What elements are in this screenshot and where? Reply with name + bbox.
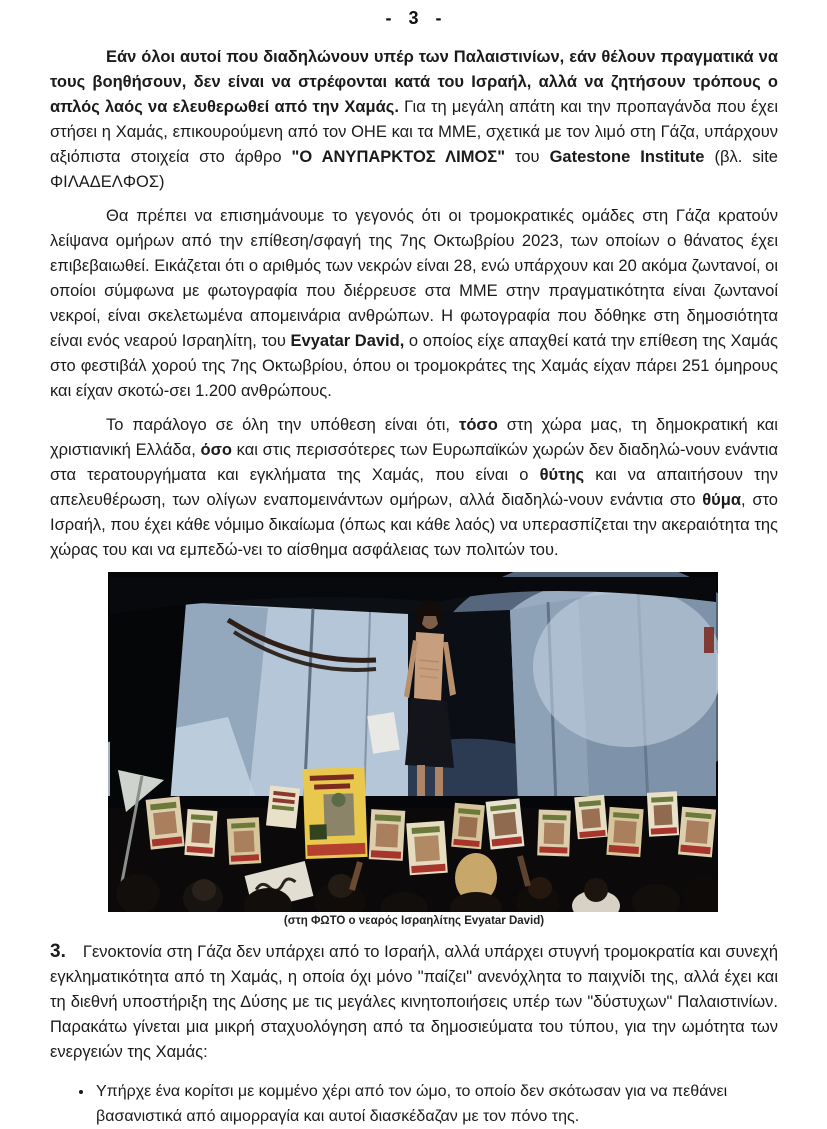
paragraph-paradox-text-4: και να απαιτήσουν την απελευθέρωση, των ολίγων εναπομεινάντων ομήρων, αλλά διαδηλώ-νουν ενάντια στο	[50, 466, 778, 509]
thytis-bold: θύτης	[539, 466, 585, 484]
list-item-girl: • Υπήρχε ένα κορίτσι με κομμένο χέρι από τον ώμο, το οποίο δεν σκότωσαν για να πεθάνει βασανιστικά από αιμορραγία και αυτοί διασκέδαζαν με τον πόνο της.	[94, 1079, 778, 1129]
paragraph-paradox	[50, 413, 778, 563]
paragraph-intro-text-2: του	[505, 148, 550, 166]
atrocities-list	[50, 1079, 778, 1129]
paragraph-paradox-text-5: , στο Ισραήλ, που έχει κάθε νόμιμο δικαίωμα (όπως και κάθε λαός) να υπερασπίζεται την ακεραιότητα της χώρας του και να εμπεδώ-νει το αίσθημα ασφάλειας των πολιτών του.	[50, 491, 778, 559]
rally-photo	[108, 572, 718, 912]
paragraph-hostages-text-2: ο οποίος είχε απαχθεί κατά την επίθεση της Χαμάς στο φεστιβάλ χορού της 7ης Οκτωβρίου, όπου οι τρομοκράτες της Χαμάς είχαν πάρει 251 όμηρους και είχαν σκοτώ-σει 1.200 ανθρώπους.	[50, 332, 779, 400]
paragraph-paradox-text-2: στη χώρα μας, τη δημοκρατική και χριστιανική Ελλάδα,	[50, 416, 778, 459]
article-title-bold: "Ο ΑΝΥΠΑΡΚΤΟΣ ΛΙΜΟΣ"	[291, 148, 506, 166]
gatestone-institute-bold: Gatestone Institute	[549, 148, 705, 166]
section-3-text: Γενοκτονία στη Γάζα δεν υπάρχει από το Ισραήλ, αλλά υπάρχει στυγνή τρομοκρατία και συνεχή εγκληματικότητα από τη Χαμάς, η οποία όχι μόνο "παίζει" ανενόχλητα το παιχνίδι της, αλλά έχει και τη διεθνή υποστήριξη της Δύσης με τις μεγάλες κινητοποιήσεις υπέρ των "δύστυχων" Παλαιστινίων. Παρακάτω γίνεται μια μικρή σταχυολόγηση από τα δημοσιεύματα του τύπου, για την ωμότητα των ενεργειών της Χαμάς:	[50, 943, 778, 1061]
projection-screen-tunnel-scene	[108, 572, 718, 813]
paragraph-paradox-text-3: και στις περισσότερες των Ευρωπαϊκών χωρών δεν διαδηλώ-νουν ενάντια στα τερατουργήματα και εγκλήματα της Χαμάς, που είναι ο	[50, 441, 778, 484]
yellow-hostage-poster	[302, 767, 367, 859]
paragraph-hostages-text: Θα πρέπει να επισημάνουμε το γεγονός ότι οι τρομοκρατικές ομάδες στη Γάζα κρατούν λείψανα ομήρων από την επίθεση/σφαγή της 7ης Οκτωβρίου 2023, των οποίων ο θάνατος έχει επιβεβαιωθεί. Εικάζεται ότι ο αριθμός των νεκρών είναι 28, ενώ υπάρχουν και 20 ακόμα ζωντανοί, οι οποίοι σύμφωνα με φωτογραφία που διέρρευσε στα ΜΜΕ στην πραγματικότητα είναι ζωντανοί νεκροί, είναι σκελετωμένα απομεινάρια ανθρώπων. Η φωτογραφία που δόθηκε στη δημοσιότητα είναι ενός νεαρού Ισραηλίτη, του	[50, 207, 778, 350]
thyma-bold: θύμα	[702, 491, 742, 509]
photo-caption: (στη ΦΩΤΟ ο νεαρός Ισραηλίτης Evyatar David)	[283, 915, 545, 927]
paragraph-section-3	[50, 939, 778, 1065]
rally-photo-illustration	[108, 572, 718, 912]
section-3-number: 3.	[50, 941, 66, 962]
hostage-torso	[414, 632, 444, 702]
hostage-shorts	[405, 698, 454, 768]
screen-bottom-edge	[108, 796, 718, 810]
paragraph-intro	[50, 45, 778, 195]
evyatar-david-bold: Evyatar David,	[290, 332, 405, 350]
paragraph-paradox-text: Το παράλογο σε όλη την υπόθεση είναι ότι,	[106, 416, 459, 434]
paragraph-intro-text-3: (βλ. site ΦΙΛΑΔΕΛΦΟΣ)	[50, 148, 778, 191]
oso-bold: όσο	[200, 441, 232, 459]
paragraph-hostages	[50, 204, 778, 404]
paragraph-intro-text: Για τη μεγάλη απάτη και την προπαγάνδα που έχει στήσει η Χαμάς, επικουρούμενη από τον ΟΗΕ και τα ΜΜΕ, σχετικά με τον λιμό στη Γάζα, υπάρχουν αξιόπιστα στοιχεία στο άρθρο	[50, 98, 778, 166]
toso-bold: τόσο	[458, 416, 498, 434]
page-number: - 3 -	[385, 8, 443, 28]
paragraph-intro-bold-lead: Εάν όλοι αυτοί που διαδηλώνουν υπέρ των Παλαιστινίων, εάν θέλουν πραγματικά να τους βοηθήσουν, δεν είναι να στρέφονται κατά του Ισραήλ, αλλά να ζητήσουν τρόπους ο απλός λαός να ελευθερωθεί από την Χαμάς.	[50, 48, 778, 116]
